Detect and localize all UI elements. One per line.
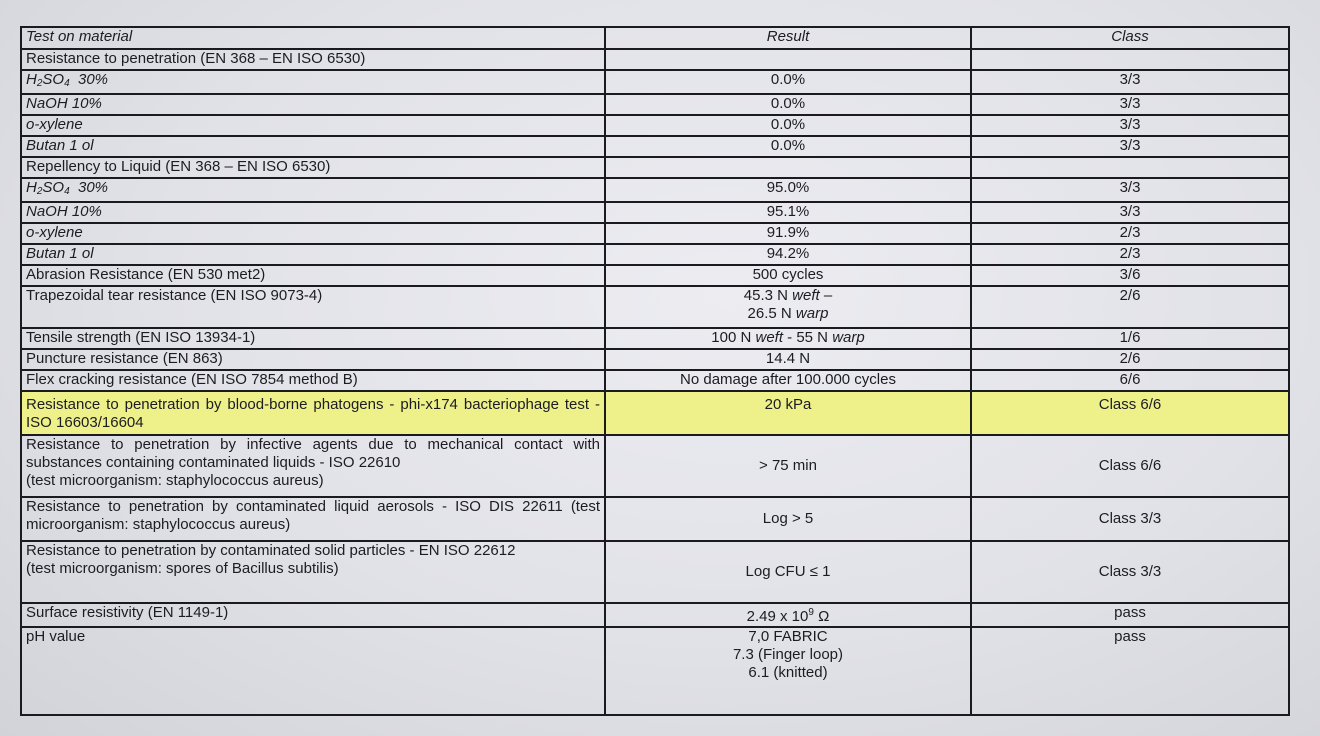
table-row xyxy=(21,136,1289,157)
table-row xyxy=(21,265,1289,286)
class-value: 3/3 xyxy=(971,178,1289,202)
test-name: Repellency to Liquid (EN 368 – EN ISO 6530) xyxy=(21,157,605,178)
result-value: 500 cycles xyxy=(605,265,971,286)
table-row xyxy=(21,370,1289,391)
result-value: Log > 5 xyxy=(605,497,971,541)
test-name: Trapezoidal tear resistance (EN ISO 9073-4) xyxy=(21,286,605,328)
result-value: 2.49 x $10^9$ Ω xyxy=(605,603,971,627)
result-value: 45.3 N weft – 26.5 N warp xyxy=(605,286,971,328)
test-name: Butan 1 ol xyxy=(21,244,605,265)
test-name: NaOH 10% xyxy=(21,202,605,223)
table-row xyxy=(21,244,1289,265)
test-name: Resistance to penetration by infective agents due to mechanical contact with substances containing contaminated liquids - ISO 22610 (test microorganism: staphylococcus aureus) xyxy=(21,435,605,497)
table-row xyxy=(21,49,1289,70)
class-value xyxy=(971,157,1289,178)
result-value xyxy=(605,49,971,70)
test-results-table xyxy=(20,26,1290,716)
table-row xyxy=(21,328,1289,349)
table-row xyxy=(21,94,1289,115)
table-row xyxy=(21,541,1289,603)
result-value: 0.0% xyxy=(605,115,971,136)
class-value: Class 6/6 xyxy=(971,435,1289,497)
table-row xyxy=(21,627,1289,715)
test-name: Resistance to penetration by contaminated solid particles - EN ISO 22612 (test microorganism: spores of Bacillus subtilis) xyxy=(21,541,605,603)
class-value: 3/3 xyxy=(971,202,1289,223)
table-row xyxy=(21,157,1289,178)
table-row xyxy=(21,202,1289,223)
table-row xyxy=(21,435,1289,497)
result-value: No damage after 100.000 cycles xyxy=(605,370,971,391)
result-value: 14.4 N xyxy=(605,349,971,370)
class-value: Class 3/3 xyxy=(971,541,1289,603)
header-class: Class xyxy=(971,27,1289,49)
class-value: 2/6 xyxy=(971,286,1289,328)
test-name: Abrasion Resistance (EN 530 met2) xyxy=(21,265,605,286)
test-name: Resistance to penetration by blood-borne phatogens - phi-x174 bacteriophage test - ISO 16603/16604 xyxy=(21,391,605,435)
class-value: Class 6/6 xyxy=(971,391,1289,435)
result-value: 100 N weft - 55 N warp xyxy=(605,328,971,349)
table-row xyxy=(21,349,1289,370)
test-name: $H_2SO_4$ 30% xyxy=(21,178,605,202)
header-test-on-material: Test on material xyxy=(21,27,605,49)
class-value: 1/6 xyxy=(971,328,1289,349)
class-value: pass xyxy=(971,627,1289,715)
test-name: Flex cracking resistance (EN ISO 7854 method B) xyxy=(21,370,605,391)
result-value: 95.1% xyxy=(605,202,971,223)
test-name: pH value xyxy=(21,627,605,715)
test-name: NaOH 10% xyxy=(21,94,605,115)
test-name: Tensile strength (EN ISO 13934-1) xyxy=(21,328,605,349)
result-value: 95.0% xyxy=(605,178,971,202)
table-row-highlighted xyxy=(21,391,1289,435)
class-value xyxy=(971,49,1289,70)
test-name: Puncture resistance (EN 863) xyxy=(21,349,605,370)
result-value: 91.9% xyxy=(605,223,971,244)
table-row xyxy=(21,603,1289,627)
class-value: 3/3 xyxy=(971,115,1289,136)
test-name: o-xylene xyxy=(21,115,605,136)
result-value xyxy=(605,157,971,178)
class-value: 3/3 xyxy=(971,94,1289,115)
table-header-row xyxy=(21,27,1289,49)
class-value: 2/3 xyxy=(971,223,1289,244)
result-value: > 75 min xyxy=(605,435,971,497)
test-name: o-xylene xyxy=(21,223,605,244)
table-row xyxy=(21,286,1289,328)
result-value: 20 kPa xyxy=(605,391,971,435)
test-name: Resistance to penetration by contaminated liquid aerosols - ISO DIS 22611 (test microorganism: staphylococcus aureus) xyxy=(21,497,605,541)
result-value: Log CFU ≤ 1 xyxy=(605,541,971,603)
result-value: 7,0 FABRIC 7.3 (Finger loop) 6.1 (knitted) xyxy=(605,627,971,715)
header-result: Result xyxy=(605,27,971,49)
test-name: $H_2SO_4$ 30% xyxy=(21,70,605,94)
class-value: 3/3 xyxy=(971,70,1289,94)
class-value: 3/6 xyxy=(971,265,1289,286)
result-value: 0.0% xyxy=(605,136,971,157)
test-name: Butan 1 ol xyxy=(21,136,605,157)
class-value: pass xyxy=(971,603,1289,627)
result-value: 0.0% xyxy=(605,70,971,94)
result-value: 0.0% xyxy=(605,94,971,115)
table-row xyxy=(21,497,1289,541)
table-row xyxy=(21,178,1289,202)
class-value: 2/3 xyxy=(971,244,1289,265)
table-row xyxy=(21,223,1289,244)
class-value: 2/6 xyxy=(971,349,1289,370)
class-value: Class 3/3 xyxy=(971,497,1289,541)
test-name: Surface resistivity (EN 1149-1) xyxy=(21,603,605,627)
class-value: 6/6 xyxy=(971,370,1289,391)
result-value: 94.2% xyxy=(605,244,971,265)
table-row xyxy=(21,115,1289,136)
table-row xyxy=(21,70,1289,94)
class-value: 3/3 xyxy=(971,136,1289,157)
test-name: Resistance to penetration (EN 368 – EN ISO 6530) xyxy=(21,49,605,70)
